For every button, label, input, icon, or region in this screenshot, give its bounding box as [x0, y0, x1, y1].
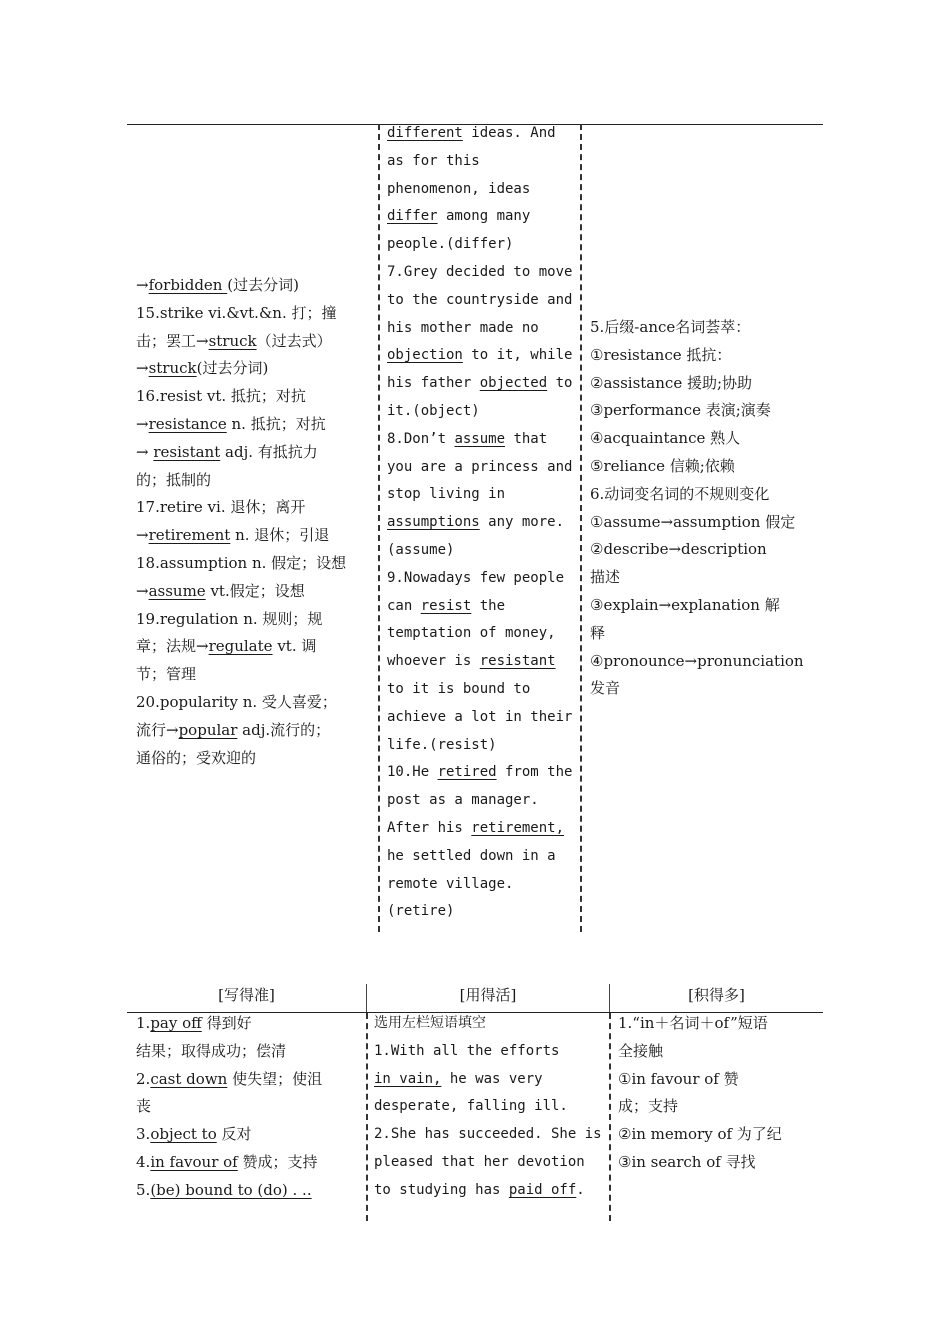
line-text: n. 抵抗；对抗 [226, 414, 326, 433]
line-text: 通俗的；受欢迎的 [136, 748, 257, 767]
line-text: 流行→ [136, 720, 179, 739]
answer-blank: objection [387, 347, 463, 364]
line-text: 描述 [590, 568, 621, 587]
line-text: people.(differ) [387, 236, 514, 253]
note-line [590, 314, 816, 342]
sentence-line [387, 259, 573, 287]
sentence-line [387, 315, 573, 343]
answer-blank: retired [437, 764, 497, 781]
sentence-line [387, 759, 573, 787]
sentence-line [387, 481, 573, 509]
line-text: ③performance 表演;演奏 [590, 401, 771, 420]
line-text: （过去式） [256, 331, 332, 350]
line-text: desperate, falling ill. [374, 1098, 568, 1115]
vocab-line [136, 745, 370, 773]
header-use: [用得活] [459, 986, 517, 1004]
sentence-line [387, 426, 573, 454]
line-text: whoever is [387, 653, 480, 670]
sentence-line [387, 203, 573, 231]
line-text: ②describe→description [590, 540, 767, 559]
line-text: 节；管理 [136, 665, 197, 684]
phrase-line [136, 1121, 358, 1149]
line-text: pleased that her devotion [374, 1153, 585, 1170]
line-text: ①assume→assumption 假定 [590, 512, 796, 531]
answer-blank: paid off [508, 1181, 577, 1198]
practice-line [374, 1038, 602, 1066]
sentence-line [387, 620, 573, 648]
line-text: as for this [387, 152, 480, 169]
vocab-line [136, 383, 370, 411]
answer-blank: retirement [148, 526, 231, 545]
sentence-line [387, 871, 573, 899]
sentence-line [387, 398, 573, 426]
note-line [590, 564, 816, 592]
phrase-notes-right [618, 1010, 816, 1177]
answer-blank: differ [387, 208, 438, 225]
vocab-line [136, 355, 370, 383]
line-text: among many [437, 208, 531, 225]
column-divider-1 [378, 124, 380, 932]
phrase-line [136, 1010, 358, 1038]
answer-blank: pay off [150, 1014, 202, 1032]
line-text: adj.流行的； [237, 720, 331, 739]
line-text: 赞成；支持 [237, 1152, 318, 1171]
vocab-line [136, 467, 370, 495]
line-text: to the countryside and [387, 291, 573, 308]
note-line [590, 453, 816, 481]
line-text: 丧 [136, 1097, 152, 1116]
line-text: to it, while [462, 347, 573, 364]
line-text: to studying has [374, 1181, 509, 1198]
line-text: 20.popularity n. 受人喜爱； [136, 692, 337, 711]
line-text: 5.后缀-ance名词荟萃： [590, 318, 751, 336]
sentence-line [387, 815, 573, 843]
note-line [590, 397, 816, 425]
line-text: ④pronounce→pronunciation [590, 651, 804, 670]
phrase-line [136, 1066, 358, 1094]
note-line [590, 481, 816, 509]
line-text: → [136, 442, 154, 461]
practice-line [374, 1149, 602, 1177]
line-text: temptation of money, [387, 625, 556, 642]
note-line [590, 536, 816, 564]
line-text: 2.She has succeeded. She is [374, 1126, 602, 1143]
sentence-line [387, 231, 573, 259]
header-write: [写得准] [218, 986, 275, 1004]
line-text: (过去分词) [227, 276, 299, 294]
phrase-line [136, 1177, 358, 1205]
line-text: 反对 [216, 1125, 252, 1144]
line-text: ②in memory of 为了纪 [618, 1125, 782, 1144]
answer-blank: struck [148, 359, 197, 378]
line-text: 1.“in＋名词＋of”短语 [618, 1014, 768, 1032]
sentence-line [387, 676, 573, 704]
line-text: he settled down in a [387, 847, 556, 864]
line-text: from the [496, 764, 573, 781]
line-text: ⑤reliance 信赖;依赖 [590, 456, 735, 475]
sentence-line [387, 898, 573, 926]
vocab-line [136, 689, 370, 717]
answer-blank: struck [208, 331, 257, 350]
vocab-line [136, 272, 370, 300]
bottom-divider-2 [609, 1013, 611, 1221]
line-text: 结果；取得成功；偿清 [136, 1041, 287, 1060]
phrase-line [136, 1093, 358, 1121]
phrase-note-line [618, 1121, 816, 1149]
line-text: 4. [136, 1152, 151, 1171]
line-text: you are a princess and [387, 458, 573, 475]
note-line [590, 620, 816, 648]
line-text: can [387, 597, 421, 614]
line-text: 18.assumption n. 假定；设想 [136, 553, 347, 572]
line-text: 2. [136, 1069, 151, 1088]
sentence-line [387, 537, 573, 565]
line-text: 1.With all the efforts [374, 1042, 560, 1059]
line-text: 的；抵制的 [136, 470, 212, 489]
sentence-line [387, 176, 573, 204]
word-notes-right [590, 314, 816, 703]
vocab-line [136, 411, 370, 439]
vocab-line [136, 300, 370, 328]
line-text: 16.resist vt. 抵抗；对抗 [136, 387, 306, 406]
line-text: ①in favour of 赞 [618, 1069, 739, 1088]
line-text: ①resistance 抵抗： [590, 345, 732, 364]
line-text: (retire) [387, 903, 455, 920]
practice-line [374, 1177, 602, 1205]
header-accumulate: [积得多] [688, 986, 745, 1004]
sentence-line [387, 342, 573, 370]
line-text: ③explain→explanation 解 [590, 595, 780, 614]
line-text: it.(object) [387, 402, 480, 419]
practice-line [374, 1010, 602, 1038]
note-line [590, 592, 816, 620]
vocab-line [136, 439, 370, 467]
line-text: ideas. And [462, 125, 556, 141]
sentence-line [387, 732, 573, 760]
phrase-note-line [618, 1010, 816, 1038]
sentence-line [387, 287, 573, 315]
vocab-line [136, 633, 370, 661]
answer-blank: resistant [153, 442, 221, 461]
line-text: 使失望；使沮 [227, 1069, 323, 1088]
answer-blank: resist [420, 597, 472, 614]
line-text: 7.Grey decided to move [387, 263, 573, 280]
line-text: → [136, 526, 149, 545]
line-text: that [505, 430, 548, 447]
sentence-line [387, 648, 573, 676]
line-text: n. 退休；引退 [230, 526, 330, 545]
line-text: ③in search of 寻找 [618, 1152, 756, 1171]
line-text: → [136, 359, 149, 378]
line-text: (assume) [387, 541, 455, 558]
line-text: 9.Nowadays few people [387, 569, 565, 586]
phrases-left [136, 1010, 358, 1205]
phrase-note-line [618, 1093, 816, 1121]
sentence-line [387, 704, 573, 732]
line-text: 5. [136, 1180, 151, 1199]
line-text: ②assistance 援助;协助 [590, 373, 753, 392]
phrase-line [136, 1038, 358, 1066]
line-text: 17.retire vi. 退休；离开 [136, 498, 306, 517]
phrase-note-line [618, 1149, 816, 1177]
line-text: → [136, 581, 149, 600]
line-text: his father [387, 375, 480, 392]
vocab-line [136, 550, 370, 578]
answer-blank: in favour of [150, 1152, 238, 1171]
note-line [590, 509, 816, 537]
answer-blank: popular [178, 720, 238, 739]
line-text: 击；罢工→ [136, 331, 209, 350]
line-text: 19.regulation n. 规则；规 [136, 609, 323, 628]
line-text: 章；法规→ [136, 637, 209, 656]
note-line [590, 648, 816, 676]
note-line [590, 675, 816, 703]
sentence-line [387, 509, 573, 537]
vocab-line [136, 494, 370, 522]
answer-blank: (be) bound to (do) . .. [150, 1180, 312, 1199]
answer-blank: assume [148, 581, 206, 600]
phrase-line [136, 1149, 358, 1177]
answer-blank: objected [479, 375, 548, 392]
line-text: 全接触 [618, 1041, 664, 1060]
line-text: remote village. [387, 875, 514, 892]
line-text: post as a manager. [387, 792, 539, 809]
line-text: 发音 [590, 679, 621, 698]
vocab-line [136, 717, 370, 745]
line-text: adj. 有抵抗力 [220, 442, 318, 461]
sentence-line [387, 565, 573, 593]
answer-blank: forbidden [148, 276, 228, 294]
answer-blank: retirement, [471, 819, 565, 836]
line-text: any more. [479, 514, 565, 531]
line-text: 成；支持 [618, 1097, 679, 1116]
line-text: he was very [441, 1070, 543, 1087]
line-text: 10.He [387, 764, 438, 781]
note-line [590, 425, 816, 453]
vocab-line [136, 328, 370, 356]
note-line [590, 342, 816, 370]
line-text: phenomenon, ideas [387, 180, 531, 197]
phrase-note-line [618, 1038, 816, 1066]
line-text: vt. 调 [272, 637, 317, 656]
column-divider-2 [580, 124, 582, 932]
phrase-note-line [618, 1066, 816, 1094]
note-line [590, 370, 816, 398]
line-text: 6.动词变名词的不规则变化 [590, 484, 770, 503]
sentence-line [387, 787, 573, 815]
sentence-line [387, 843, 573, 871]
answer-blank: cast down [150, 1069, 228, 1088]
line-text: stop living in [387, 486, 506, 503]
header-divider-2 [609, 984, 610, 1012]
sentence-line [387, 454, 573, 482]
sentence-practice [387, 120, 573, 926]
line-text: to [547, 375, 573, 392]
answer-blank: regulate [208, 637, 273, 656]
line-text: After his [387, 819, 472, 836]
line-text: 得到好 [201, 1014, 252, 1032]
answer-blank: assume [454, 430, 506, 447]
line-text: 选用左栏短语填空 [374, 1015, 486, 1031]
vocab-line [136, 606, 370, 634]
line-text: 8.Don’t [387, 430, 455, 447]
practice-line [374, 1121, 602, 1149]
line-text: life.(resist) [387, 736, 497, 753]
line-text: ④acquaintance 熟人 [590, 429, 741, 448]
line-text: 释 [590, 623, 606, 642]
line-text: . [576, 1181, 585, 1198]
bottom-divider-1 [366, 1013, 368, 1221]
line-text: to it is bound to [387, 680, 531, 697]
sentence-line [387, 370, 573, 398]
vocab-list-left [136, 272, 370, 772]
sentence-line [387, 593, 573, 621]
header-divider-1 [366, 984, 367, 1012]
answer-blank: assumptions [387, 514, 480, 531]
answer-blank: resistance [148, 414, 227, 433]
answer-blank: in vain, [374, 1070, 442, 1087]
line-text: his mother made no [387, 319, 539, 336]
vocab-line [136, 578, 370, 606]
practice-line [374, 1066, 602, 1094]
phrase-practice [374, 1010, 602, 1205]
line-text: 3. [136, 1125, 151, 1144]
answer-blank: different [387, 125, 463, 141]
sentence-line [387, 120, 573, 148]
answer-blank: object to [150, 1125, 217, 1144]
vocab-line [136, 661, 370, 689]
line-text: 1. [136, 1014, 151, 1032]
line-text: (过去分词) [196, 359, 269, 378]
vocab-line [136, 522, 370, 550]
line-text: → [136, 414, 149, 433]
answer-blank: resistant [479, 653, 556, 670]
line-text: the [471, 597, 506, 614]
line-text: → [136, 276, 149, 294]
practice-line [374, 1093, 602, 1121]
sentence-line [387, 148, 573, 176]
line-text: achieve a lot in their [387, 708, 573, 725]
line-text: vt.假定；设想 [205, 581, 305, 600]
line-text: 15.strike vi.&vt.&n. 打；撞 [136, 303, 337, 322]
